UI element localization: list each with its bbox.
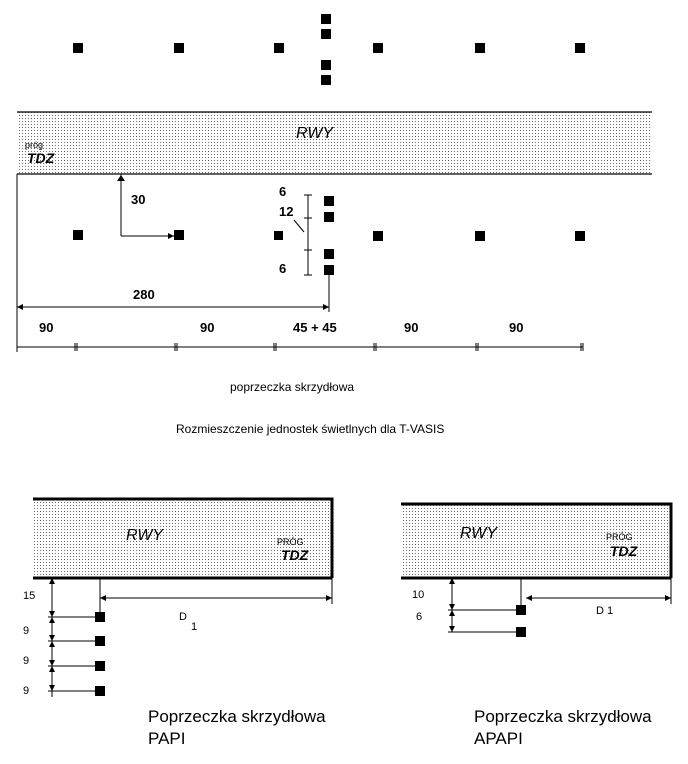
papi-distance-label: D	[179, 611, 187, 623]
wing-bar-caption: poprzeczka skrzydłowa	[230, 380, 355, 394]
light-unit	[274, 231, 283, 240]
apapi-caption-line1: Poprzeczka skrzydłowa	[474, 707, 652, 726]
light-unit	[575, 43, 585, 53]
dim-30: 30	[131, 192, 146, 207]
papi-dim: 9	[23, 625, 30, 637]
light-unit	[174, 43, 184, 53]
threshold-label: próg	[25, 140, 44, 150]
light-unit	[274, 43, 284, 53]
light-unit	[73, 230, 83, 240]
papi-tdz-label: TDZ	[281, 547, 309, 563]
papi-threshold-label: PRÓG	[277, 537, 304, 547]
papi-dim: 15	[23, 590, 36, 602]
papi-dim: 9	[23, 685, 30, 697]
tdz-label: TDZ	[27, 150, 55, 166]
spacing-label: 45 + 45	[293, 320, 337, 335]
light-unit	[321, 60, 331, 70]
spacing-label: 90	[509, 320, 524, 335]
apapi-caption-line2: APAPI	[474, 729, 523, 748]
light-unit	[373, 43, 383, 53]
apapi-tdz-label: TDZ	[610, 543, 638, 559]
runway-label: RWY	[296, 125, 334, 142]
light-unit	[324, 196, 334, 206]
papi-caption-line2: PAPI	[148, 729, 186, 748]
apapi-dim: 6	[416, 611, 423, 623]
light-unit	[321, 29, 331, 39]
papi-caption-line1: Poprzeczka skrzydłowa	[148, 707, 326, 726]
papi-diagram	[23, 499, 332, 748]
papi-dim: 9	[23, 655, 30, 667]
light-unit	[575, 231, 585, 241]
light-unit	[321, 75, 331, 85]
dim-6-top: 6	[279, 184, 287, 199]
light-unit	[321, 14, 331, 24]
dim-6-bottom: 6	[279, 261, 287, 276]
light-unit	[324, 212, 334, 222]
dim-280: 280	[133, 287, 155, 302]
apapi-dim: 10	[412, 589, 425, 601]
apapi-threshold-label: PRÓG	[606, 532, 633, 542]
apapi-runway-label: RWY	[460, 525, 498, 542]
runway-strip	[17, 112, 652, 174]
tvasis-title: Rozmieszczenie jednostek świetlnych dla T-VASIS	[176, 422, 445, 436]
light-unit	[324, 265, 334, 275]
light-unit	[475, 43, 485, 53]
apapi-distance-label: D 1	[596, 605, 614, 617]
apapi-diagram	[401, 504, 671, 748]
spacing-label: 90	[39, 320, 54, 335]
tvasis-diagram	[17, 14, 652, 436]
light-unit	[174, 230, 184, 240]
spacing-label: 90	[404, 320, 419, 335]
tvasis-top-lights	[73, 14, 585, 85]
light-unit	[475, 231, 485, 241]
light-unit	[73, 43, 83, 53]
spacing-label: 90	[200, 320, 215, 335]
papi-runway-label: RWY	[126, 527, 164, 544]
light-unit	[373, 231, 383, 241]
light-unit	[324, 249, 334, 259]
papi-distance-sub: 1	[191, 621, 198, 633]
dim-12: 12	[279, 204, 294, 219]
